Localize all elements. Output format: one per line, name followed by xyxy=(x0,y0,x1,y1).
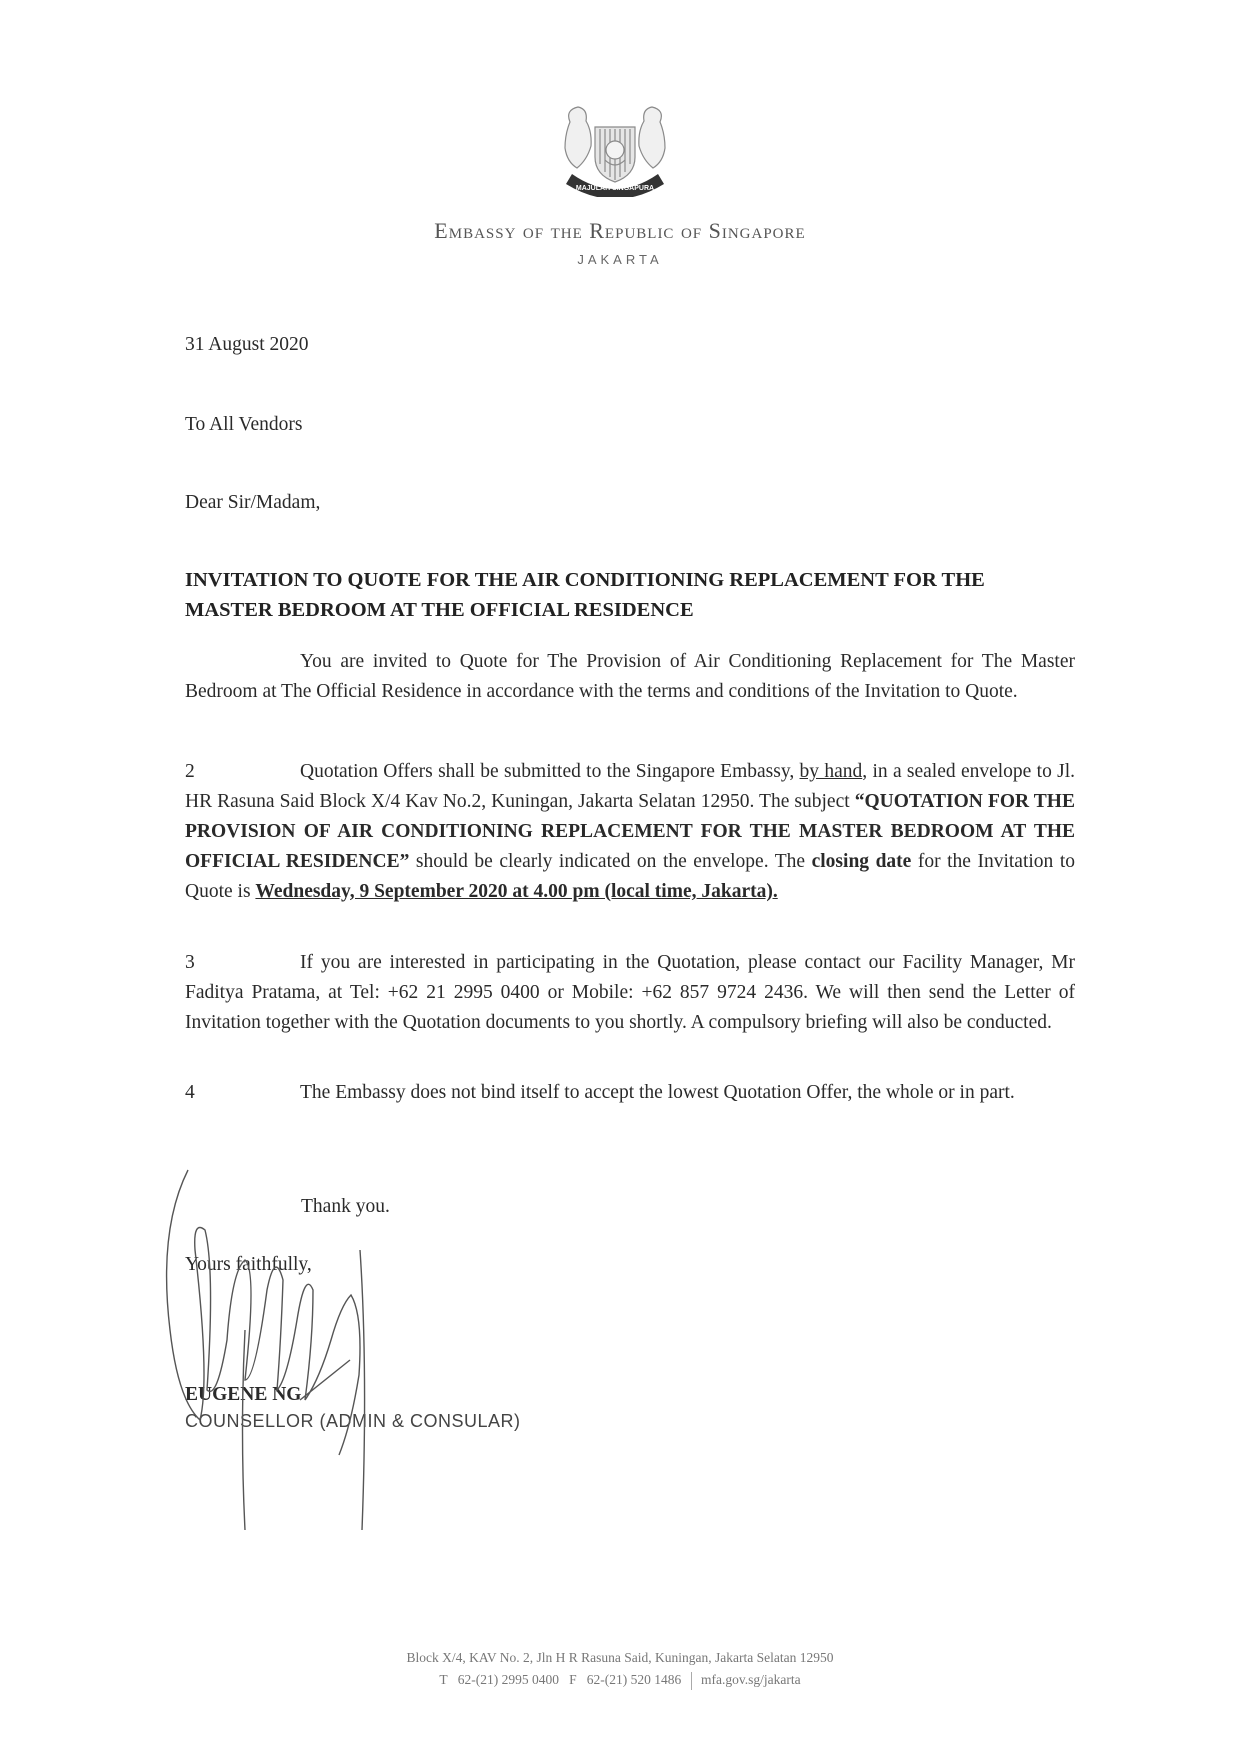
paragraph-text: , in a sealed envelope to Jl. HR Rasuna Said Block X/4 Kav No.2, Kuningan, Jakarta Selatan 12950. The subject xyxy=(185,761,1076,812)
paragraph-number: 4 xyxy=(185,1082,195,1103)
phone-number: 62-(21) 2995 0400 xyxy=(457,1672,559,1688)
divider xyxy=(691,1672,692,1690)
paragraph-2 xyxy=(185,757,1075,907)
signer-name: EUGENE NG xyxy=(185,1384,302,1405)
paragraph-1: You are invited to Quote for The Provision of Air Conditioning Replacement for The Master Bedroom at The Official Residence in accordance with the terms and conditions of the Invitation to Quote. xyxy=(185,651,1075,702)
closing-line: Yours faithfully, xyxy=(185,1254,312,1275)
organization-name: Embassy of the Republic of Singapore xyxy=(434,218,806,243)
coat-of-arms-icon xyxy=(550,102,680,197)
envelope-subject: “QUOTATION FOR THE PROVISION OF AIR CONDITIONING REPLACEMENT FOR THE MASTER BEDROOM AT THE OFFICIAL RESIDENCE” xyxy=(185,791,1075,872)
paragraph-number: 2 xyxy=(185,761,195,782)
phone-label: T xyxy=(439,1672,448,1688)
fax-label: F xyxy=(569,1672,577,1688)
footer-contact xyxy=(0,1672,1240,1690)
paragraph-text: Quotation Offers shall be submitted to the Singapore Embassy, xyxy=(300,761,800,782)
paragraph-text: should be clearly indicated on the envelope. The xyxy=(409,851,812,872)
website-link[interactable]: mfa.gov.sg/jakarta xyxy=(701,1672,801,1688)
emphasis-by-hand: by hand xyxy=(799,761,863,782)
closing-date-label: closing date xyxy=(811,851,912,872)
paragraph-3 xyxy=(185,948,1075,1038)
paragraph-text: for the Invitation to Quote is xyxy=(185,851,1075,902)
paragraph-text: The Embassy does not bind itself to accept the lowest Quotation Offer, the whole or in part. xyxy=(300,1082,1015,1103)
paragraph-4 xyxy=(185,1078,1075,1108)
footer-address: Block X/4, KAV No. 2, Jln H R Rasuna Said, Kuningan, Jakarta Selatan 12950 xyxy=(406,1650,834,1665)
organization-city: JAKARTA xyxy=(577,252,663,267)
paragraph-text: If you are interested in participating in the Quotation, please contact our Facility Manager, Mr Faditya Pratama, at Tel: +62 21 2995 0400 or Mobile: +62 857 9724 2436. We will then send the Letter of Invitation together with the Quotation documents to you shortly. A compulsory briefing will also be conducted. xyxy=(185,952,1075,1033)
thanks-line: Thank you. xyxy=(301,1196,390,1217)
deadline: Wednesday, 9 September 2020 at 4.00 pm (local time, Jakarta). xyxy=(255,881,778,902)
fax-number: 62-(21) 520 1486 xyxy=(586,1672,682,1688)
svg-text:MAJULAH SINGAPURA: MAJULAH SINGAPURA xyxy=(575,185,655,192)
signer-title: COUNSELLOR (ADMIN & CONSULAR) xyxy=(185,1411,521,1431)
letter-recipient: To All Vendors xyxy=(185,414,303,435)
letter-date: 31 August 2020 xyxy=(185,334,309,355)
letter-subject: INVITATION TO QUOTE FOR THE AIR CONDITIONING REPLACEMENT FOR THE MASTER BEDROOM AT THE OFFICIAL RESIDENCE xyxy=(185,569,985,621)
letter-salutation: Dear Sir/Madam, xyxy=(185,492,321,513)
paragraph-number: 3 xyxy=(185,952,195,973)
